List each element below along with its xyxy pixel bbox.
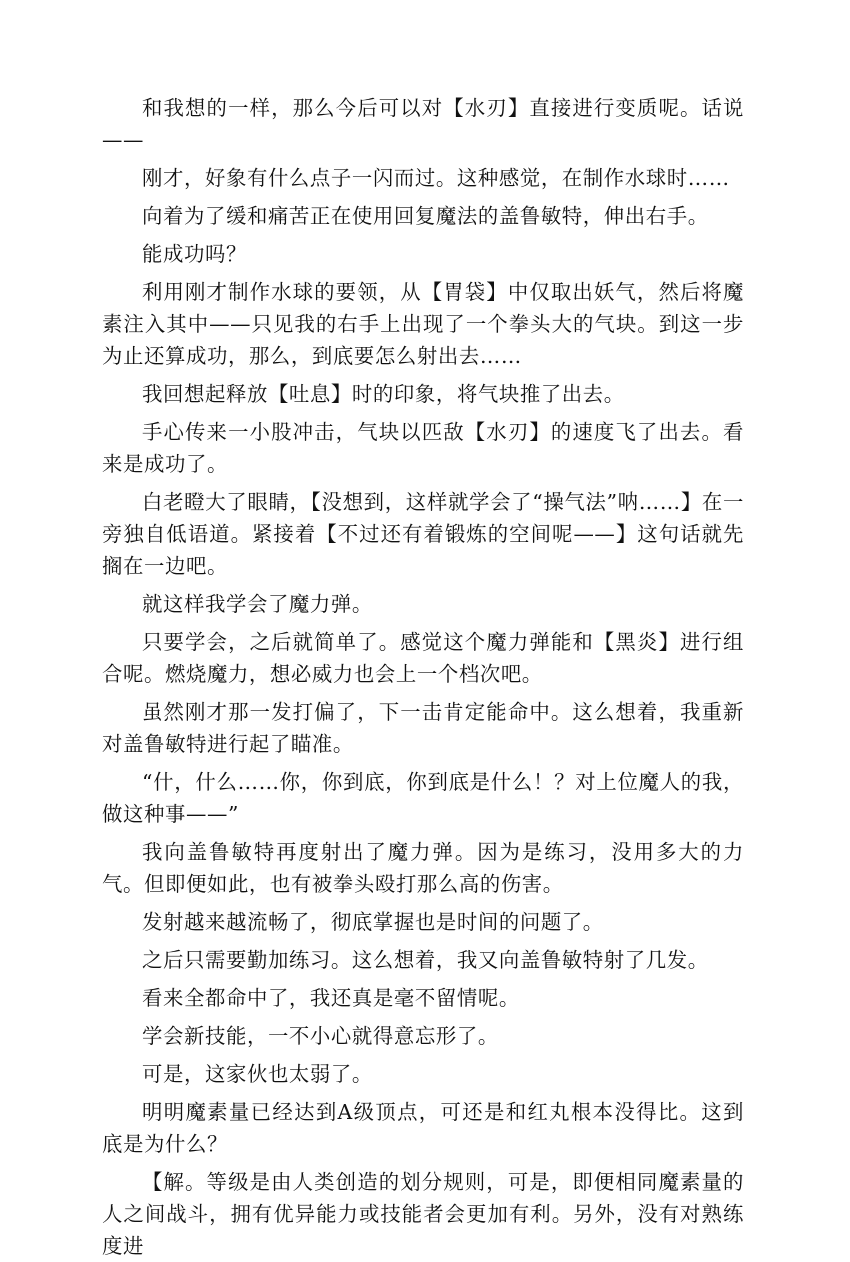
paragraph: 虽然刚才那一发打偏了，下一击肯定能命中。这么想着，我重新对盖鲁敏特进行起了瞄准。 [102,700,744,756]
paragraph: 可是，这家伙也太弱了。 [142,1062,373,1086]
paragraph: “什，什么……你，你到底，你到底是什么！？对上位魔人的我，做这种事——” [102,770,744,826]
paragraph: 我回想起释放【吐息】时的印象，将气块推了出去。 [142,382,625,406]
paragraph: 只要学会，之后就简单了。感觉这个魔力弹能和【黑炎】进行组合呢。燃烧魔力，想必威力也会上一个档次吧。 [102,630,744,686]
paragraph: 之后只需要勤加练习。这么想着，我又向盖鲁敏特射了几发。 [142,948,709,972]
paragraph: 我向盖鲁敏特再度射出了魔力弹。因为是练习，没用多大的力气。但即便如此，也有被拳头殴打那么高的伤害。 [102,840,744,896]
paragraph: 【解。等级是由人类创造的划分规则，可是，即便相同魔素量的人之间战斗，拥有优异能力或技能者会更加有利。另外，没有对熟练度进 [102,1170,744,1258]
paragraph: 看来全都命中了，我还真是毫不留情呢。 [142,986,520,1010]
paragraph: 白老瞪大了眼睛，【没想到，这样就学会了“操气法”呐……】在一旁独自低语道。紧接着【不过还有着锻炼的空间呢——】这句话就先搁在一边吧。 [102,490,744,578]
paragraph: 就这样我学会了魔力弹。 [142,592,373,616]
paragraph: 明明魔素量已经达到A级顶点，可还是和红丸根本没得比。这到底是为什么？ [102,1100,744,1156]
paragraph: 和我想的一样，那么今后可以对【水刃】直接进行变质呢。话说—— [102,96,744,152]
paragraph: 发射越来越流畅了，彻底掌握也是时间的问题了。 [142,910,604,934]
paragraph: 向着为了缓和痛苦正在使用回复魔法的盖鲁敏特，伸出右手。 [142,204,709,228]
paragraph: 利用刚才制作水球的要领，从【胃袋】中仅取出妖气，然后将魔素注入其中——只见我的右手上出现了一个拳头大的气块。到这一步为止还算成功，那么，到底要怎么射出去…… [102,280,744,368]
paragraph: 刚才，好象有什么点子一闪而过。这种感觉，在制作水球时…… [142,166,730,190]
paragraph: 学会新技能，一不小心就得意忘形了。 [142,1024,499,1048]
paragraph: 能成功吗？ [142,242,247,266]
paragraph: 手心传来一小股冲击，气块以匹敌【水刃】的速度飞了出去。看来是成功了。 [102,420,744,476]
